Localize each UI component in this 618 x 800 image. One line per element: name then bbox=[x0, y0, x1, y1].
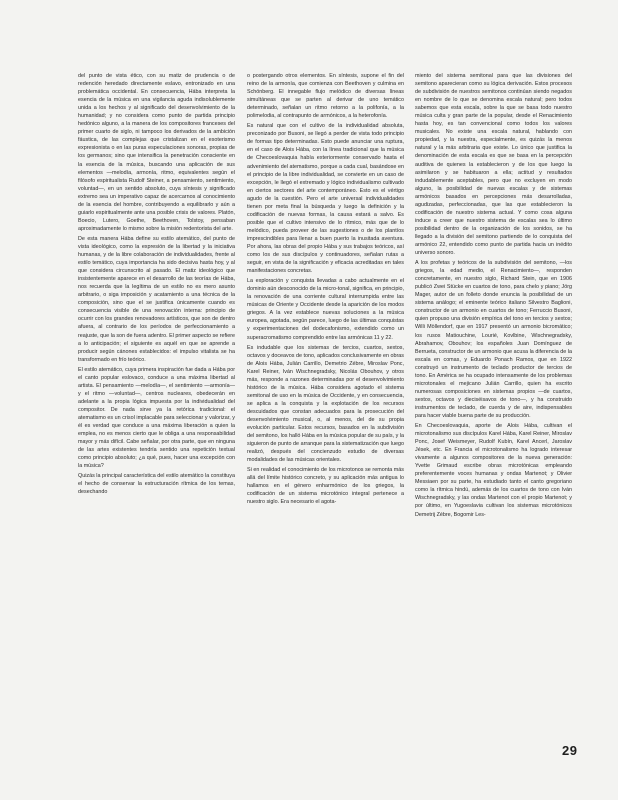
paragraph: o postergando otros elementos. En síntesis, supone el fin del reino de la armonía, que comienza con Beethoven y culmina en Schönberg. El innegable flujo melódico de diversas líneas simultáneas que se parten al derivar de uno temático determinado, señalan un ritmo retorno a la polifonía, a la polimelodia, al contrapunto de armónicos, a la heterofonía. bbox=[247, 73, 404, 120]
paragraph: del punto de vista ético, con su matiz de prudencia o de redención heredado directamente eslavo, entronizado en una problemática occidental. En consecuencia, Hába interpreta la esencia de la música en una vigilancia aguda indisolublemente unida a los hechos y al significado del desenvolvimiento de la humanidad; y no considera como punto de partida principio hedónico alguno, a la manera de los compositores franceses del primer cuarto de siglo, ni tampoco los derivados de la ambición fáustica, de las complejas que cristalizan en el esoterismo expresionista o en las puras especulaciones sonoras, propias de los germanos; sino que intensifica la penetración consciente en la esencia de la música, buscando una aplicación de sus elementos —melodía, armonía, ritmo, equivalentes según el filósofo espiritualista Rudolf Steiner, a pensamiento, sentimiento, voluntad—, en un sentido absoluto, cuya síntesis y significado extremo sea un imperativo capaz de acercarnos al conocimiento de la esencia del hombre, contribuyendo a equilibrarlo y aún a guiarlo espiritualmente ante una posible crisis de valores. Platón, Boecio, Lutero, Goethe, Beethoven, Tolstoy, pensaban aproximadamente lo mismo sobre la misión redentorista del arte. bbox=[78, 73, 235, 232]
paragraph: A los profetas y teóricos de la subdivisión del semitono, —los griegos, la edad medio, el Renacimiento—, responden concretamente, en nuestro siglo, Richard Stein, que en 1906 publicó Zwei Stücke en cuartos de tono, para chelo y piano; Jörg Mager, autor de un folleto donde enuncia la posibilidad de un sistema análogo; el eminente teórico italiano Silvestro Baglioni, constructor de un armonio en cuartos de tono; Ferruccio Busoni, quien propuso una división empírica del tono en tercios y sextos; Willi Möllendorf, que en 1917 presentó un armonio bicromático; los rusos Matiouchine, Lourié, Kovlbine, Wischnegradsky, Abrahamov, Obouhov; los españoles Juan Domínguez de Berrueta, constructor de un armonio que acusa la diferencia de la escala en comas, y Eduardo Ponach Ramos, que en 1922 construyó un instrumento de teclado productor de tercios de tono. En América se ha ocupado intensamente de los problemas microtonales el mejicano Julián Carrillo, quien ha escrito numerosas composiciones en sistemas propios —de cuartos, sextos, octavos y dieciséisavos de tono—, y ha construido instrumentos de teclado, de cuerda y de aire, indispensables para hacer viable buena parte de su producción. bbox=[415, 260, 572, 419]
paragraph: miento del sistema semitonal para que las divisiones del semitono aparecieran como su lógica derivación. Estos procesos de subdivisión de nuestros semitonos continúan siendo negados en nombre de lo que se denomina escala natural; pero todos sabemos que esta escala, sobre la que se basa todo nuestro música culta y gran parte de la popular, desde el Renacimiento hasta hoy, es tan convencional como todos los valores musicales. No existe una escala natural, hablando con propiedad, y la nuestra, especialmente, es quizás la menos natural y la más arbitraria que existe. Lo único que justifica la denominación de esta escala es que se basa en la percepción auditiva de quienes la establecieron y de los que luego la asimilaron y se habituaron a ella; actitud y resultados indudablemente aceptables, pero que no excluyen en modo alguno, la posibilidad de nuevas escalas y de sistemas armónicos basados en percepciones más desarrolladas, agudizadas, perfeccionadas, que las que establecieron la codificación de nuestro sistema actual. Y como cosa alguna induce a creer que nuestro sistema de escalas sea lo último posibilidad dentro de la organización de los sonidos, se ha llegado a la división del semitono partiendo de lo conquista del armónico 22, entendido como punto de partida hacia un inédito universo sonoro. bbox=[415, 73, 572, 257]
paragraph: Quizás la principal característica del estilo atemático la constituya el hecho de conservar la estructuración rítmica de los temas, desechando bbox=[78, 473, 235, 496]
paragraph: Si en realidad el conocimiento de los microtonos se remonta más allá del límite histórico concreto, y su aplicación más antigua lo hallamos en el género enharmónico de los griegos, la codificación de un sistema microtónico integral pertenece a nuestro siglo. Era necesario el agota- bbox=[247, 467, 404, 506]
paragraph: De esta manera Hába define su estilo atemático, del punto de vista ideológico, como la expresión de la libertad y la iniciativa humanas, y de la libre colaboración de individualidades, frente al estilo temático, cuya importancia ha sido decisiva hasta hoy, y al que considera circunscrito al pasado. El matiz ideológico que insistentemente aparece en el desarrollo de las teorías de Hába, nos recuerda que la legítima de un estilo no es mero asunto arbitrario, o siga imposición y acatamiento a una técnica de la composición, sino que el se justifica únicamente cuando es consecuencia visible de una renovación interna: principio de ocurrir con los grandes renovadores artísticos, que son de dentro afuera, al contrario de los períodos de perfeccionamiento a reajuste, que la son de fuera adentro. El primer aspecto se refiere a lo anticipación; el siguiente es aquél en que se aprende a producir según cánones establecidos: el impulso vitalista se ha transformado en frío teórico. bbox=[78, 235, 235, 363]
paragraph: El estilo atemático, cuya primera inspiración fue dada a Hába por el canto popular eslovaco, conduce a una máxima libertad al artista. El pensamiento —melodía—, el sentimiento —armonía— y el ritmo —voluntad—, centros nucleares, obedecerán en adelante a la propia lógica impuesta por la individualidad del compositor. De nada sirve ya la retórica tradicional: el atematismo es un crisol implacable para seleccionar y valorizar, y él es verdad que conduce a una máxima liberación a quien la emplea, no es menos cierto que le obliga a una responsabilidad mayor y más difícil. Cabe señalar, por otra parte, que en ninguna de las artes existentes tendría sentido una repetición textual como principio absoluto; ¿a qué, pues, hacer una excepción con la música? bbox=[78, 366, 235, 470]
text-column-middle bbox=[247, 72, 404, 762]
paragraph: Es indudable que los sistemas de tercios, cuartos, sextos, octavos y doceavos de tono, aplicados conclusivamente en obras de Alois Hába, Julián Carrillo, Demetrio Zébre, Miroslav Ponc, Karel Reiner, Iván Wischnegradsky, Nicolás Obouhov, y otros más, responde a razones determinadas por el desenvolvimiento histórico de la música. Hába considera agotado el sistema semitonal de uso en la música de Occidente, y en consecuencia, se aplica a la conquista y la explotación de los recursos descuidados que constan adecuados para la prosecución del desenvolvimiento musical, o, al menos, del de su propia evolución particular. Estos recursos, basados en la subdivisión del semitono, los halló Hába en la música popular de su país, y la siguieron de punto de arranque para la sistematización que luego realizó, después del concienzudo estudio de diversas modalidades de las músicas orientales. bbox=[247, 344, 404, 464]
paragraph: Es natural que con el cultivo de la individualidad absoluta, preconizado por Busoni, se llegó a perder de vista todo principio de formas tipo determinadas. Esto puede anunciar una ruptura, en el caso de Alois Hába, con la línea tradicional que la música de Checoeslovaquia había exteriormente conservado hasta el advenimiento del atematismo, porque a cada cual, basándose en el principio de la libre individualidad, se convierte en un caso de excepción, le llegó el extremado y lógico individualismo cultivado en ciertos sectores del arte contemporáneo. Esto es el vértigo agudo de la cuestión. Pero el arte universal individualidades tienen por meta final la búsqueda y luego la definición y la codificación de nuevas formas, la causa estará a salvo. Es posible que el cultivo intensivo de lo rítmico, más que de lo melódico, pueda proveer de las sugestiones o de los plantíos imprescindibles para llenar a buen puerto la inusitada aventura. Por ahora, las obras del propio Hába y sus trabajos teóricos, así como los de sus discípulos y continuadores, señalan rutas a seguir, en vista de la significación y eficacia acreditadas en tales manifestaciones concretas. bbox=[247, 123, 404, 275]
text-column-left bbox=[78, 72, 235, 752]
page-number: 29 bbox=[562, 743, 578, 758]
paragraph: La exploración y conquista llevadas a cabo actualmente en el dominio aún desconocido de la micro-tonal, significa, en principio, la renovación de una corriente cultural interrumpida entre las músicas de Oriente y Occidente desde la aparición de los modos griegos. A la vez establece nuevas soluciones a la música europea, agotada, según parece, luego de las últimas conquistas y experimentaciones del dodecafonismo, extendido como un superacromatismo comprendido entre las armónicas 11 y 22. bbox=[247, 278, 404, 341]
paragraph: En Checoeslovaquia, aporte de Alois Hába, cultivan el microtonalismo sus discípulos Karel Hába, Karel Reiner, Miroslav Ponc, Josef Weismeyer, Rudolf Kubín, Karel Ancerl, Jaroslav Jések, etc. En Francia el microtonalismo ha logrado interesar vivamente a algunos compositores de la nueva generación: Yvette Grimaud escribe obras microtónicas empleando preferentemente voces humanas y ondas Martenot; y Olivier Messiaen por su parte, ha estudiado tanto el canto gregoriano como la rítmica hindú, además de los cuartos de tono con Iván Wischnegradsky, y las ondas Martenot con el propio Martenot; y por último, en Yugoeslavia cultivan los sistemas microtónicos Demetrij Zébre, Bogomir Les- bbox=[415, 423, 572, 518]
text-column-right bbox=[415, 72, 572, 738]
